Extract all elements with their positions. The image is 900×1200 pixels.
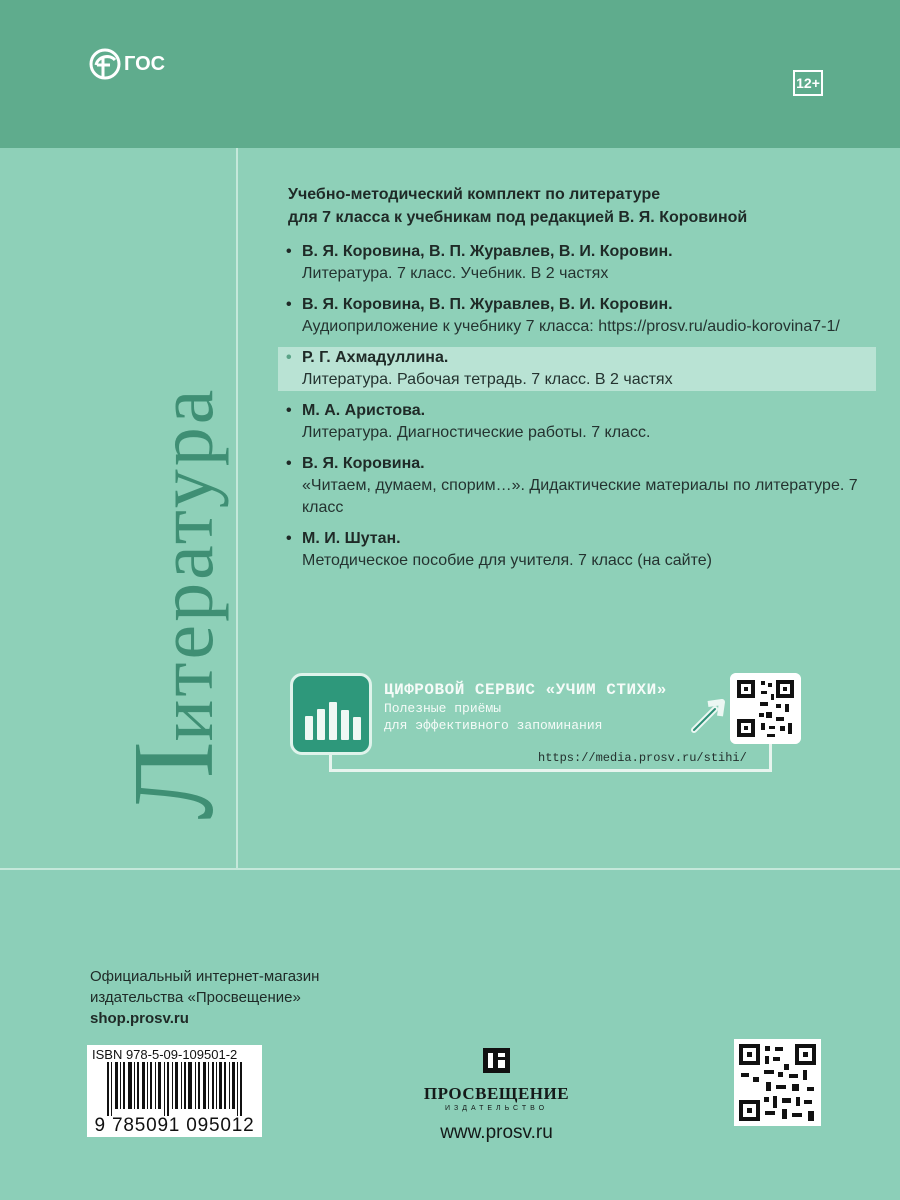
fgos-icon	[88, 47, 122, 81]
book-description: Литература. Диагностические работы. 7 класс.	[302, 424, 651, 441]
book-description: Литература. 7 класс. Учебник. В 2 частях	[302, 265, 609, 282]
digital-service-text	[384, 680, 714, 734]
digital-service-icon[interactable]	[290, 673, 372, 755]
qr-code-icon[interactable]	[734, 1039, 821, 1126]
horizontal-divider	[0, 868, 900, 870]
book-description: Аудиоприложение к учебнику 7 класса: https://prosv.ru/audio-korovina7-1/	[302, 318, 840, 335]
book-authors: Р. Г. Ахмадуллина.	[302, 349, 449, 366]
bullet-icon: •	[286, 296, 292, 313]
official-shop	[90, 966, 319, 1029]
barcode-number: 9 785091 095012	[94, 1115, 255, 1136]
fgos-logo-text: ГОС	[124, 52, 166, 75]
isbn-label: ISBN 978-5-09-109501-2	[92, 1047, 238, 1062]
kit-title-line-2: для 7 класса к учебникам под редакцией В. Я. Коровиной	[288, 209, 748, 226]
book-item	[286, 400, 876, 444]
age-rating-badge: 12+	[793, 70, 823, 96]
book-list	[286, 241, 876, 581]
bullet-icon: •	[286, 349, 292, 366]
book-authors: В. Я. Коровина, В. П. Журавлев, В. И. Коровин.	[302, 243, 673, 260]
bullet-icon: •	[286, 530, 292, 547]
book-item	[286, 241, 876, 285]
barcode-icon	[87, 1062, 262, 1116]
service-subtitle-line-2: для эффективного запоминания	[384, 718, 603, 733]
book-description: Методическое пособие для учителя. 7 класс (на сайте)	[302, 552, 712, 569]
publisher-block	[414, 1045, 579, 1145]
book-authors: М. А. Аристова.	[302, 402, 426, 419]
publisher-name: ПРОСВЕЩЕНИЕ	[423, 1084, 570, 1103]
qr-code-icon[interactable]	[730, 673, 801, 744]
book-description: «Читаем, думаем, спорим…». Дидактические материалы по литературе. 7 класс	[302, 477, 858, 516]
book-item	[286, 453, 876, 519]
kit-title	[288, 183, 878, 229]
publisher-subtitle: ИЗДАТЕЛЬСТВО	[444, 1105, 549, 1112]
book-item	[286, 294, 876, 338]
service-subtitle-line-1: Полезные приёмы	[384, 701, 502, 716]
book-description: Литература. Рабочая тетрадь. 7 класс. В 2 частях	[302, 371, 673, 388]
bullet-icon: •	[286, 455, 292, 472]
title-rest: итература	[142, 386, 229, 742]
vertical-cover-title	[110, 386, 238, 820]
fgos-logo	[88, 47, 165, 81]
shop-line-1: Официальный интернет-магазин	[90, 968, 320, 985]
service-url[interactable]: https://media.prosv.ru/stihi/	[538, 751, 747, 765]
book-authors: В. Я. Коровина, В. П. Журавлев, В. И. Коровин.	[302, 296, 673, 313]
publisher-url[interactable]: www.prosv.ru	[440, 1122, 553, 1143]
book-item	[286, 528, 876, 572]
shop-line-2: издательства «Просвещение»	[90, 989, 301, 1006]
publisher-logo-icon	[481, 1045, 512, 1075]
book-authors: В. Я. Коровина.	[302, 455, 425, 472]
book-authors: М. И. Шутан.	[302, 530, 401, 547]
kit-title-line-1: Учебно-методический комплект по литературе	[288, 186, 661, 203]
bullet-icon: •	[286, 243, 292, 260]
shop-url[interactable]: shop.prosv.ru	[90, 1010, 189, 1027]
arrow-up-right-icon	[690, 696, 728, 734]
bottom-cover-band	[0, 868, 900, 1200]
book-item-highlighted	[278, 347, 876, 391]
title-first-letter: Л	[110, 741, 238, 820]
bullet-icon: •	[286, 402, 292, 419]
service-title: ЦИФРОВОЙ СЕРВИС «УЧИМ СТИХИ»	[384, 681, 667, 699]
isbn-barcode	[87, 1045, 262, 1137]
